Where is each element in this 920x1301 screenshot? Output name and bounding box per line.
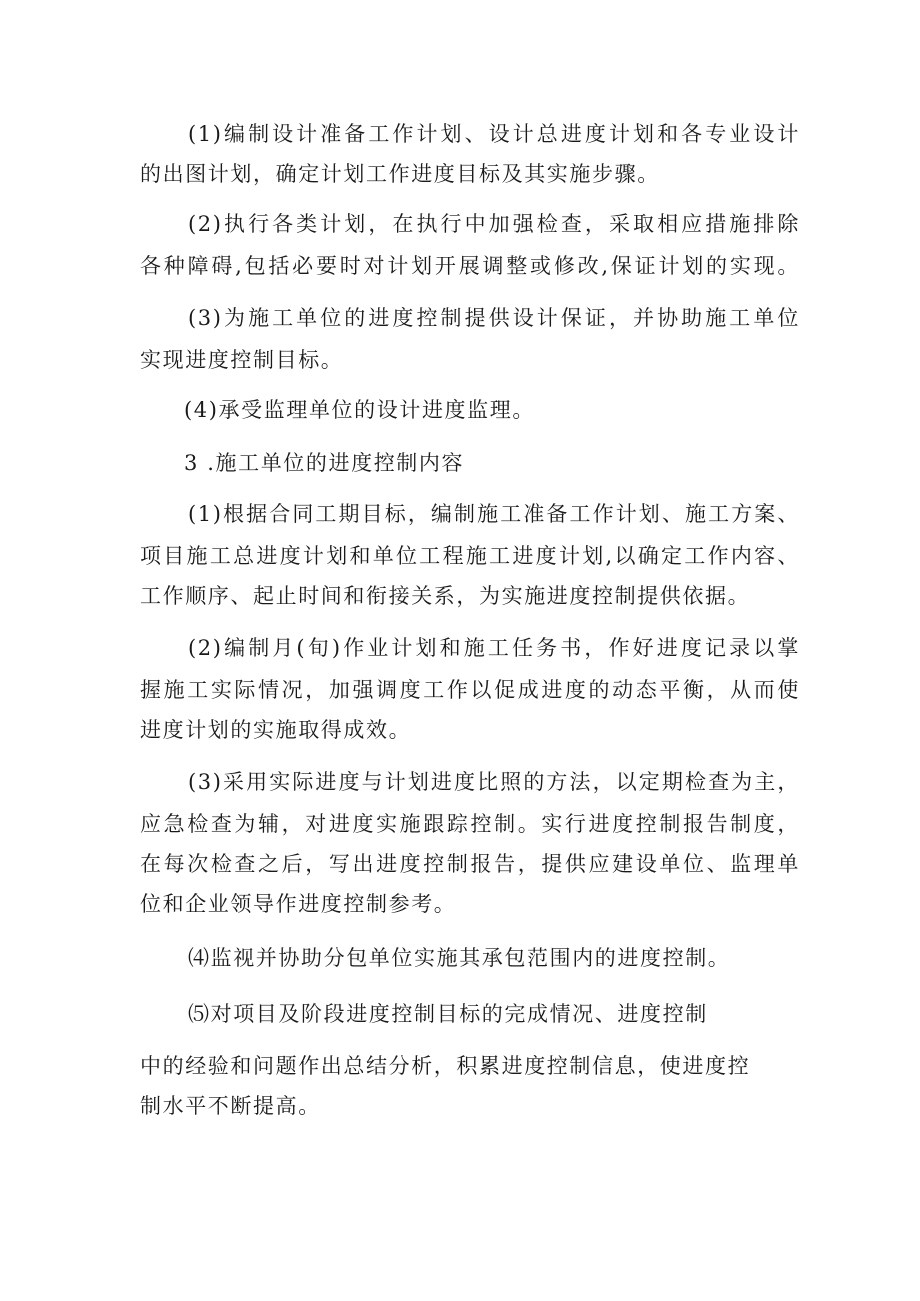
section-heading: 3 .施工单位的进度控制内容 — [184, 451, 465, 475]
text-line: 工作顺序、起止时间和衔接关系，为实施进度控制提供依据。 — [140, 584, 751, 608]
text-line: 的出图计划，确定计划工作进度目标及其实施步骤。 — [140, 162, 660, 186]
text-line: (2)执行各类计划，在执行中加强检查，采取相应措施排除 — [188, 212, 800, 236]
text-line: (1)编制设计准备工作计划、设计总进度计划和各专业设计 — [188, 122, 800, 146]
text-line: ⑷监视并协助分包单位实施其承包范围内的进度控制。 — [188, 946, 731, 970]
text-line: 应急检查为辅，对进度实施跟踪控制。实行进度控制报告制度， — [140, 812, 800, 836]
text-line: 位和企业领导作进度控制参考。 — [140, 892, 457, 916]
text-line: 实现进度控制目标。 — [140, 348, 344, 372]
text-line: 项目施工总进度计划和单位工程施工进度计划,以确定工作内容、 — [140, 544, 800, 568]
text-line: 中的经验和问题作出总结分析，积累进度控制信息，使进度控 — [140, 1054, 751, 1078]
text-line: ⑸对项目及阶段进度控制目标的完成情况、进度控制 — [188, 1002, 708, 1026]
text-line: (2)编制月(旬)作业计划和施工任务书，作好进度记录以掌 — [188, 636, 800, 660]
text-line: 握施工实际情况，加强调度工作以促成进度的动态平衡，从而使 — [140, 678, 800, 702]
text-line: (3)为施工单位的进度控制提供设计保证，并协助施工单位 — [188, 306, 800, 330]
text-line: (3)采用实际进度与计划进度比照的方法，以定期检查为主， — [188, 770, 800, 794]
text-line: 各种障碍,包括必要时对计划开展调整或修改,保证计划的实现。 — [140, 254, 800, 278]
text-line: 制水平不断提高。 — [140, 1094, 321, 1118]
text-line: 进度计划的实施取得成效。 — [140, 718, 412, 742]
text-line: 在每次检查之后，写出进度控制报告，提供应建设单位、监理单 — [140, 852, 800, 876]
text-line: (1)根据合同工期目标，编制施工准备工作计划、施工方案、 — [188, 502, 800, 526]
text-line: (4)承受监理单位的设计进度监理。 — [184, 398, 535, 422]
